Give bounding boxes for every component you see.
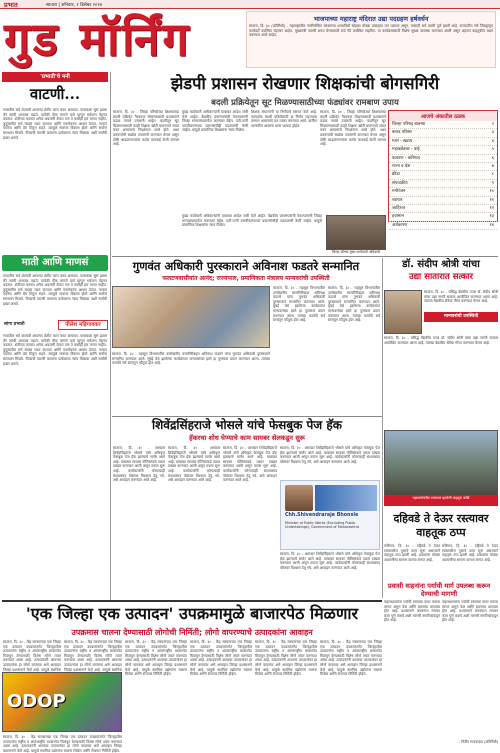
sec5-body-col2: कोरेगाव, दि. ३० - दहिवडे ते देऊर रस्त्यावरील पुलाचे काम सुरू असल्याने वाहतूक ठप्प झाली आहे. प्रवाशांना मोठ्या अडचणींचा सामना करावा लागत आहे. [442, 544, 498, 562]
top-news-box [246, 11, 496, 68]
masthead-title: गुड मॉर्निंग [4, 12, 192, 66]
lead-body: गावातील सर्व शेतकरी आपल्या शेतीत काम करत असतात. पावसाळा सुरू झाला की त्यांची धावपळ वाढते. यावेळी पीक चांगले यावे म्हणून सर्वजण मेहनत करतात. शेतीच्या कामात अनेक अडचणी येतात पण ते कधीही हार मानत नाहीत. कुटुंबातील सर्व सदस्य मदत करतात आणि एकमेकांना आधार देतात. गावात एकोपा आणि प्रेम टिकून राहते. त्यामुळे गावाचा विकास होतो आणि सर्वांना समाधान मिळते. पिकाची वाटणी करताना प्रत्येकाला न्याय मिळावा अशी सर्वांची इच्छा असते. [3, 108, 107, 140]
lead-body-cont: गावातील सर्व शेतकरी आपल्या शेतीत काम करत असतात. पावसाळा सुरू झाला की त्यांची धावपळ वाढते. यावेळी पीक चांगले यावे म्हणून सर्वजण मेहनत करतात. शेतीच्या कामात अनेक अडचणी येतात पण ते कधीही हार मानत नाहीत. कुटुंबातील सर्व सदस्य मदत करतात आणि एकमेकांना आधार देतात. गावात एकोपा आणि प्रेम टिकून राहते. त्यामुळे गावाचा विकास होतो आणि सर्वांना समाधान मिळते. पिकाची वाटणी करताना प्रत्येकाला न्याय मिळावा अशी सर्वांची इच्छा असते. [3, 334, 107, 366]
sec5-body-col1: कोरेगाव, दि. ३० - दहिवडे ते देऊर रस्त्यावरील पुलाचे काम सुरू असल्याने वाहतूक ठप्प झाली आहे. प्रवाशांना मोठ्या अडचणींचा सामना करावा लागत आहे. [384, 544, 440, 562]
sec4-body-col3: सातारा, दि. ३० - आमदार शिवेंद्रसिंहराजे भोसले यांचे अधिकृत फेसबुक पेज हॅक झाल्याचे समोर आले आहे. याबाबत सायबर पोलिसांकडे तक्रार दाखल करण्यात आली असून तपास सुरू आहे. कार्यकर्त्यांनी कोणत्याही संशयास्पद पोस्टवर विश्वास ठेवू नये, असे आवाहन करण्यात आले आहे. [223, 446, 277, 483]
index-row-label: अर्थकारण [392, 222, 408, 228]
main-headline: झेडपी प्रशासन रोखणार शिक्षकांची बोगसगिरी [170, 74, 440, 93]
facebook-page-screenshot [280, 480, 380, 550]
index-row-label: जिल्हा परिषद बातम्या [392, 122, 426, 127]
main-subheadline: बदली प्रक्रियेतून सूट मिळण्यासाठीच्या फंड्यांवर रामबाण उपाय [211, 97, 399, 107]
main-body-col3: शिक्षक संघटनांनी या निर्णयाचे स्वागत केले आहे. पारदर्शक बदली प्रक्रियेसाठी हा निर्णय महत्त्वाचा ठरणार असल्याचे मत व्यक्त करण्यात आले. ग्रामीण भागातील शाळांना याचा फायदा होईल. [251, 110, 317, 128]
index-row-label: कराड परिसर [392, 130, 412, 136]
bottom-headline: 'एक जिल्हा एक उत्पादन' उपक्रमामुळे बाजारपेठ मिळणार [25, 604, 359, 623]
index-row [389, 146, 497, 154]
index-row [389, 180, 497, 188]
main-body-col5: मुख्य कार्यकारी अधिकाऱ्यांनी याबाबत आदेश जारी केले आहेत. वैद्यकीय प्रमाणपत्रांची फेरतपासणी जिल्हा रुग्णालयामार्फत करण्यात येईल. पती-पत्नी एकत्रीकरणाच्या प्रकरणांचीही पडताळणी केली जाईल. यामुळे प्रामाणिक शिक्षकांना न्याय मिळेल. [182, 214, 322, 228]
odop-logo-text: ODOP [7, 691, 66, 712]
sec3-tag: मान्यवरांची उपस्थिती [424, 312, 498, 322]
index-row [389, 213, 497, 221]
index-row-page: १४ [489, 222, 494, 228]
index-row-label: जाहिरात [392, 206, 406, 212]
bottom-body-col2: सातारा, दि. ३० - केंद्र सरकारच्या एक जिल्हा एक उत्पादन उपक्रमांतर्गत जिल्ह्यातील उत्पादनांना राष्ट्रीय व आंतरराष्ट्रीय बाजारपेठ मिळवून देण्यासाठी विशेष लोगो तयार करण्यात आला आहे. उत्पादकांनी आपल्या उत्पादनांवर हा लोगो वापरावा असे आवाहन जिल्हा प्रशासनाने केले आहे. यामुळे स्थानिक उद्योगांना चालना मिळेल आणि रोजगार निर्मिती होईल. [125, 640, 187, 677]
index-row-page: १३ [489, 214, 494, 220]
brand-logo: प्रभात [4, 1, 18, 9]
main-body-col2: मुख्य कार्यकारी अधिकाऱ्यांनी याबाबत आदेश जारी केले आहेत. वैद्यकीय प्रमाणपत्रांची फेरतपासणी जिल्हा रुग्णालयामार्फत करण्यात येईल. पती-पत्नी एकत्रीकरणाच्या प्रकरणांचीही पडताळणी केली जाईल. यामुळे प्रामाणिक शिक्षकांना न्याय मिळेल. [182, 110, 248, 133]
index-row-page: ११ [489, 197, 494, 203]
bottom-body-col6: सातारा, दि. ३० - केंद्र सरकारच्या एक जिल्हा एक उत्पादन उपक्रमांतर्गत जिल्ह्यातील उत्पादनांना राष्ट्रीय व आंतरराष्ट्रीय बाजारपेठ मिळवून देण्यासाठी विशेष लोगो तयार करण्यात आला आहे. उत्पादकांनी आपल्या उत्पादनांवर हा लोगो वापरावा असे आवाहन जिल्हा प्रशासनाने केले आहे. यामुळे स्थानिक उद्योगांना चालना मिळेल आणि रोजगार निर्मिती होईल. [3, 735, 122, 753]
sec3-headline: डॉ. संदीप श्रोत्री यांचा [402, 259, 480, 270]
sec2-body-col1: सातारा, दि. ३० - महसूल विभागातील उल्लेखनीय कामगिरीबद्दल अविनाश फडतरे यांना गुणवंत अधिकारी पुरस्काराने सन्मानित करण्यात आले. मुंबई येथे झालेल्या कार्यक्रमात मान्यवरांच्या हस्ते हा पुरस्कार प्रदान करण्यात आला. त्यांच्या कार्याचे सर्व स्तरांतून कौतुक होत आहे. [273, 286, 325, 323]
index-box-title: आजचे अंकातील ठळक [389, 111, 497, 121]
index-row-label: राज्य व देश [392, 164, 411, 170]
odop-logo-image [2, 672, 122, 732]
main-body-col4: सातारा, दि. ३० - जिल्हा परिषदेच्या शिक्षकांच्या बदली प्रक्रियेत गैरप्रकार रोखण्यासाठी प्रशासनाने कडक पावले उचलली आहेत. बदलीतून सूट मिळवण्यासाठी काही शिक्षक खोटी प्रमाणपत्रे सादर करत असल्याचे निदर्शनास आले होते. अशा प्रकरणांची सखोल तपासणी करण्यात येणार असून दोषी आढळणाऱ्यांवर कठोर कारवाई केली जाणार आहे. [320, 110, 386, 147]
traffic-jam-photo [384, 430, 498, 496]
index-row [389, 205, 497, 213]
sec3-subheadline: उद्या सातारात सत्कार [409, 272, 473, 282]
sec2-headline: गुणवंत अधिकारी पुरस्काराने अविनाश फडतरे सन्मानित [132, 259, 360, 273]
fb-page-name: Chh.Shivendrarajе Bhonsle [285, 513, 359, 518]
lead-tag: 'प्रभाती'चे मनी [2, 72, 108, 82]
index-row-page: २ [491, 122, 494, 127]
index-row-label: हवामान [392, 214, 404, 220]
main-body-col1: सातारा, दि. ३० - जिल्हा परिषदेच्या शिक्षकांच्या बदली प्रक्रियेत गैरप्रकार रोखण्यासाठी प्रशासनाने कडक पावले उचलली आहेत. बदलीतून सूट मिळवण्यासाठी काही शिक्षक खोटी प्रमाणपत्रे सादर करत असल्याचे निदर्शनास आले होते. अशा प्रकरणांची सखोल तपासणी करण्यात येणार असून दोषी आढळणाऱ्यांवर कठोर कारवाई केली जाणार आहे. [113, 110, 179, 147]
bottom-body-col3: सातारा, दि. ३० - केंद्र सरकारच्या एक जिल्हा एक उत्पादन उपक्रमांतर्गत जिल्ह्यातील उत्पादनांना राष्ट्रीय व आंतरराष्ट्रीय बाजारपेठ मिळवून देण्यासाठी विशेष लोगो तयार करण्यात आला आहे. उत्पादकांनी आपल्या उत्पादनांवर हा लोगो वापरावा असे आवाहन जिल्हा प्रशासनाने केले आहे. यामुळे स्थानिक उद्योगांना चालना मिळेल आणि रोजगार निर्मिती होईल. [190, 640, 252, 677]
index-row-page: ७ [491, 164, 494, 170]
bottom-subheadline: उपक्रमास चालना देण्यासाठी लोगोची निर्मिती; लोगो वापरण्याचे उत्पादकांना आवाहन [71, 628, 313, 637]
index-row-page: ४ [491, 138, 494, 144]
edition-line: सातारा | शनिवार, १ डिसेंबर २०२४ [46, 2, 102, 8]
masthead-title-box [4, 11, 242, 67]
feature-title-badge: माती आणि माणसं [2, 255, 108, 271]
fb-page-title: Minister of Public Works (Excluding Public Undertakings), Government of Maharashtra [285, 521, 360, 530]
index-row-page: ९ [491, 180, 494, 186]
column-divider [110, 72, 111, 600]
sec6-body-col2: वाहनधारकांना पर्यायी रस्त्याचा वापर करावा लागत असून वेळ आणि इंधनाचा अपव्यय होत आहे. प्रशासनाने लवकरात लवकर काम पूर्ण करावे अशी मागणी नागरिकांकडून होत आहे. [442, 600, 498, 623]
index-row-label: संपादकीय [392, 180, 408, 186]
sec2-body-col3: सातारा, दि. ३० - महसूल विभागातील उल्लेखनीय कामगिरीबद्दल अविनाश फडतरे यांना गुणवंत अधिकारी पुरस्काराने सन्मानित करण्यात आले. मुंबई येथे झालेल्या कार्यक्रमात मान्यवरांच्या हस्ते हा पुरस्कार प्रदान करण्यात आला. त्यांच्या कार्याचे सर्व स्तरांतून कौतुक होत आहे. [112, 352, 270, 366]
section-divider [112, 256, 498, 257]
sec6-byline: - नितीन गायकवाड (प्रतिनिधी) [458, 740, 498, 744]
index-row [389, 163, 497, 171]
sec4-body-col5: सातारा, दि. ३० - आमदार शिवेंद्रसिंहराजे भोसले यांचे अधिकृत फेसबुक पेज हॅक झाल्याचे समोर आले आहे. याबाबत सायबर पोलिसांकडे तक्रार दाखल करण्यात आली असून तपास सुरू आहे. कार्यकर्त्यांनी कोणत्याही संशयास्पद पोस्टवर विश्वास ठेवू नये, असे आवाहन करण्यात आले आहे. [280, 552, 380, 570]
top-news-body: सातारा, दि. ३० (प्रतिनिधी) - महाराष्ट्रातील नवनिर्वाचित सरकारचा शपथविधी सोहळा मोठ्या उत्साहात पार पडणार असून, यासाठी सर्व तयारी पूर्ण झाली आहे. राज्यातील सर्व जिल्ह्यांतून कार्यकर्ते उपस्थित राहणार आहेत. मुख्यमंत्री पदाची शपथ घेण्यासाठी सर्व नेते उपस्थित राहतील. या कार्यक्रमासाठी विशेष सुरक्षा व्यवस्था करण्यात आली असून शहरात वाहतुकीत बदल करण्यात आले आहेत. [249, 24, 493, 38]
sec4-headline: शिवेंद्रसिंहराजे भोसले यांचे फेसबुक पेज हॅक [152, 418, 342, 432]
feature-author: नीलेश महिगावकर [58, 320, 108, 330]
masthead-topbar [0, 0, 500, 9]
column-divider-right [382, 258, 383, 598]
main-photo-caption: जिल्हा परिषद मुख्य कार्यकारी अधिकारी [331, 250, 381, 254]
index-row-page: ५ [491, 147, 494, 153]
index-row-label: मनोरंजन [392, 189, 406, 195]
index-row [389, 121, 497, 129]
lead-byline: सांगा प्रभाती [4, 322, 25, 327]
sec4-body-col1: सातारा, दि. ३० - आमदार शिवेंद्रसिंहराजे भोसले यांचे अधिकृत फेसबुक पेज हॅक झाल्याचे समोर आले आहे. याबाबत सायबर पोलिसांकडे तक्रार दाखल करण्यात आली असून तपास सुरू आहे. कार्यकर्त्यांनी कोणत्याही संशयास्पद पोस्टवर विश्वास ठेवू नये, असे आवाहन करण्यात आले आहे. [113, 446, 165, 483]
fb-cover-banner [315, 485, 377, 511]
sec3-body: सातारा, दि. ३० - प्रसिद्ध वैद्यकीय तज्ज्ञ डॉ. संदीप श्रोत्री यांचा उद्या नागरी सत्कार आयोजित करण्यात आला आहे. त्यांच्या वैद्यकीय सेवेचा गौरव करण्यात येणार आहे. [384, 336, 498, 345]
index-row [389, 155, 497, 163]
doctor-portrait [384, 290, 422, 334]
bottom-body-col1b: सातारा, दि. ३० - केंद्र सरकारच्या एक जिल्हा एक उत्पादन उपक्रमांतर्गत जिल्ह्यातील उत्पादनांना राष्ट्रीय व आंतरराष्ट्रीय बाजारपेठ मिळवून देण्यासाठी विशेष लोगो तयार करण्यात आला आहे. उत्पादकांनी आपल्या उत्पादनांवर हा लोगो वापरावा असे आवाहन जिल्हा प्रशासनाने केले आहे. यामुळे स्थानिक [64, 640, 122, 672]
index-row [389, 197, 497, 205]
index-row-label: फलटण - कोरेगाव [392, 155, 420, 161]
index-row-page: १० [489, 189, 494, 195]
bottom-body-col5: सातारा, दि. ३० - केंद्र सरकारच्या एक जिल्हा एक उत्पादन उपक्रमांतर्गत जिल्ह्यातील उत्पादनांना राष्ट्रीय व आंतरराष्ट्रीय बाजारपेठ मिळवून देण्यासाठी विशेष लोगो तयार करण्यात आला आहे. उत्पादकांनी आपल्या उत्पादनांवर हा लोगो वापरावा असे आवाहन जिल्हा प्रशासनाने केले आहे. यामुळे स्थानिक उद्योगांना चालना मिळेल आणि रोजगार निर्मिती होईल. [320, 640, 382, 677]
index-box [388, 110, 498, 228]
bottom-body-col1: सातारा, दि. ३० - केंद्र सरकारच्या एक जिल्हा एक उत्पादन उपक्रमांतर्गत जिल्ह्यातील उत्पादनांना राष्ट्रीय व आंतरराष्ट्रीय बाजारपेठ मिळवून देण्यासाठी विशेष लोगो तयार करण्यात आला आहे. उत्पादकांनी आपल्या उत्पादनांवर हा लोगो वापरावा असे आवाहन जिल्हा प्रशासनाने केले आहे. यामुळे स्थानिक [3, 640, 61, 672]
index-row [389, 222, 497, 230]
sec6-headline: प्रवासी वाहनांना पर्यायी मार्ग उपलब्ध करून देण्याची मागणी [387, 582, 491, 598]
index-row-page: ३ [491, 130, 494, 136]
index-row-page: ६ [491, 155, 494, 161]
sec4-body-col2: सातारा, दि. ३० - आमदार शिवेंद्रसिंहराजे भोसले यांचे अधिकृत फेसबुक पेज हॅक झाल्याचे समोर आले आहे. याबाबत सायबर पोलिसांकडे तक्रार दाखल करण्यात आली असून तपास सुरू आहे. कार्यकर्त्यांनी कोणत्याही संशयास्पद पोस्टवर विश्वास ठेवू नये, असे आवाहन करण्यात आले आहे. [168, 446, 220, 483]
main-story-photo [326, 215, 386, 250]
sec3-body-top: सातारा, दि. ३० - प्रसिद्ध वैद्यकीय तज्ज्ञ डॉ. संदीप श्रोत्री यांचा उद्या नागरी सत्कार आयोजित करण्यात आला आहे. त्यांच्या वैद्यकीय सेवेचा गौरव करण्यात येणार आहे. [424, 290, 498, 304]
sec2-subheadline: फलटणवासीयांत आनंद; राज्यपाल, प्रमाणिकता मंत्रालय मान्यवरांची उपस्थिती [162, 275, 330, 282]
sec5-headline: दहिवडे ते देऊर रस्त्यावर वाहतूक ठप्प [393, 512, 489, 539]
index-row [389, 171, 497, 179]
lead-headline: वाटणी... [29, 85, 81, 103]
index-row-page: १२ [489, 206, 494, 212]
index-row [389, 129, 497, 137]
index-list [389, 121, 497, 230]
index-row-label: माण - खटाव [392, 138, 413, 144]
index-row [389, 188, 497, 196]
award-ceremony-photo [112, 286, 270, 348]
sec2-body-col2: सातारा, दि. ३० - महसूल विभागातील उल्लेखनीय कामगिरीबद्दल अविनाश फडतरे यांना गुणवंत अधिकारी पुरस्काराने सन्मानित करण्यात आले. मुंबई येथे झालेल्या कार्यक्रमात मान्यवरांच्या हस्ते हा पुरस्कार प्रदान करण्यात आला. त्यांच्या कार्याचे सर्व स्तरांतून कौतुक होत आहे. [328, 286, 380, 323]
sec6-body-col1: वाहनधारकांना पर्यायी रस्त्याचा वापर करावा लागत असून वेळ आणि इंधनाचा अपव्यय होत आहे. प्रशासनाने लवकरात लवकर काम पूर्ण करावे अशी मागणी नागरिकांकडून होत आहे. [384, 600, 440, 623]
index-row-label: व्यापार [392, 197, 403, 203]
index-row [389, 138, 497, 146]
traffic-photo-caption: महामार्गावरील रस्त्यावर झालेली वाहतूक कोंडी [384, 496, 498, 506]
bottom-body-col4: सातारा, दि. ३० - केंद्र सरकारच्या एक जिल्हा एक उत्पादन उपक्रमांतर्गत जिल्ह्यातील उत्पादनांना राष्ट्रीय व आंतरराष्ट्रीय बाजारपेठ मिळवून देण्यासाठी विशेष लोगो तयार करण्यात आला आहे. उत्पादकांनी आपल्या उत्पादनांवर हा लोगो वापरावा असे आवाहन जिल्हा प्रशासनाने केले आहे. यामुळे स्थानिक उद्योगांना चालना मिळेल आणि रोजगार निर्मिती होईल. [255, 640, 317, 677]
feature-body: गावातील सर्व शेतकरी आपल्या शेतीत काम करत असतात. पावसाळा सुरू झाला की त्यांची धावपळ वाढते. यावेळी पीक चांगले यावे म्हणून सर्वजण मेहनत करतात. शेतीच्या कामात अनेक अडचणी येतात पण ते कधीही हार मानत नाहीत. कुटुंबातील सर्व सदस्य मदत करतात आणि एकमेकांना आधार देतात. गावात एकोपा आणि प्रेम टिकून राहते. त्यामुळे गावाचा विकास होतो आणि सर्वांना समाधान मिळते. पिकाची वाटणी करताना प्रत्येकाला न्याय मिळावा अशी सर्वांची इच्छा असते. [3, 274, 107, 306]
index-row-label: क्रीडा [392, 172, 400, 178]
index-row-page: ८ [491, 172, 494, 178]
index-row-label: महाबळेश्वर - वाई [392, 147, 420, 153]
top-news-headline: भाजपाच्या महाराष्ट्र मंदिरात उद्या पदग्रहण हर्षवर्धन [313, 15, 429, 23]
sec4-subheadline: हॅकरचा शोध घेण्याचे काम सायबर सेलकडून सुरू [189, 434, 305, 442]
sec4-body-col4: सातारा, दि. ३० - आमदार शिवेंद्रसिंहराजे भोसले यांचे अधिकृत फेसबुक पेज हॅक झाल्याचे समोर आले आहे. याबाबत सायबर पोलिसांकडे तक्रार दाखल करण्यात आली असून तपास सुरू आहे. कार्यकर्त्यांनी कोणत्याही संशयास्पद पोस्टवर विश्वास ठेवू नये, असे आवाहन करण्यात आले आहे. [280, 446, 380, 464]
fb-avatar [285, 485, 313, 511]
